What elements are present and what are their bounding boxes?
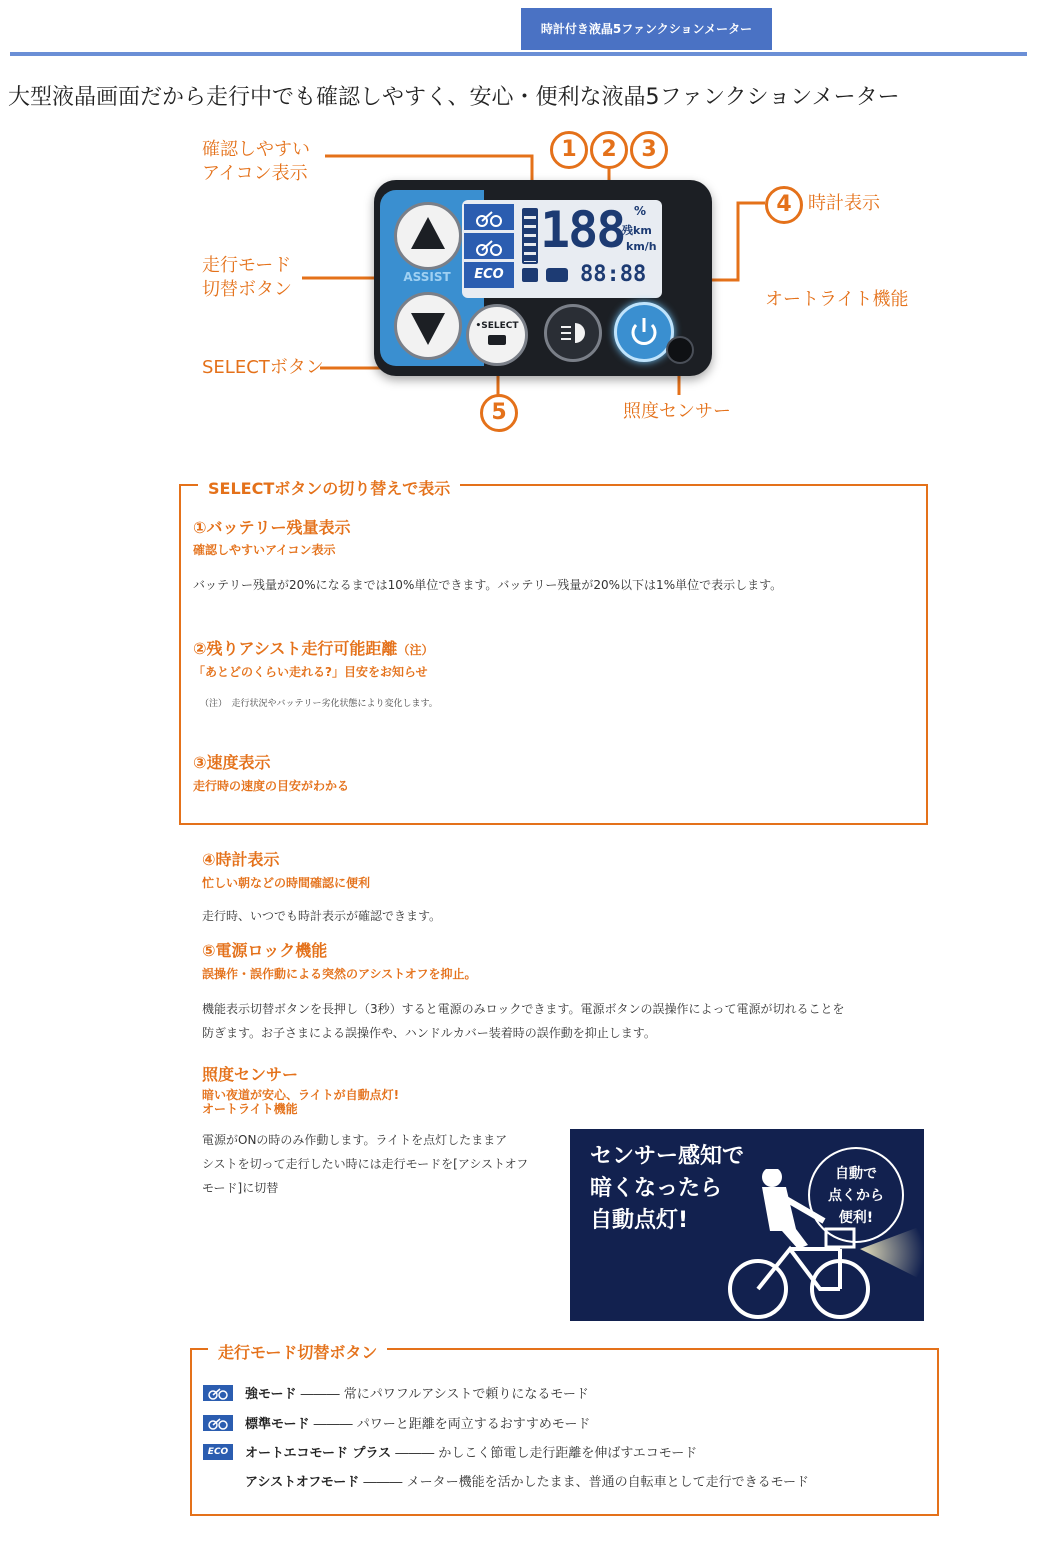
battery-text: バッテリー残量が20%になるまでは10%単位できます。バッテリー残量が20%以下は1%単位で表示します。 <box>193 578 783 592</box>
triangle-up-icon <box>397 205 459 267</box>
cyclist-illustration-icon <box>700 1169 924 1321</box>
clock-subtitle: 忙しい朝などの時間確認に便利 <box>202 876 371 890</box>
mode-separator: ――― <box>395 1446 435 1461</box>
lcd-screen <box>462 200 662 298</box>
power-button[interactable] <box>614 302 674 362</box>
eco-mode-icon: ECO <box>203 1444 233 1460</box>
speed-title: ③速度表示 <box>193 753 271 772</box>
lock-text: 機能表示切替ボタンを長押し（3秒）すると電源のみロックできます。電源ボタンの誤操作によって電源が切れることを 防ぎます。お子さまによる誤操作や、ハンドルカバー装着時の誤作動を抑止します。 <box>202 1002 845 1040</box>
clock-text: 走行時、いつでも時計表示が確認できます。 <box>202 909 442 923</box>
mode-separator: ――― <box>363 1475 403 1490</box>
select-box-legend: SELECTボタンの切り替えで表示 <box>198 476 460 499</box>
unit-percent: % <box>634 204 647 218</box>
light-indicator-icon <box>546 268 568 282</box>
mode-separator: ――― <box>313 1417 353 1432</box>
unit-speed: km/h <box>626 240 657 253</box>
mode-icons-strip <box>464 204 514 294</box>
callout-clock: 時計表示 <box>808 193 880 214</box>
lock-icon <box>522 268 538 282</box>
page-title: 大型液晶画面だから走行中でも確認しやすく、安心・便利な液晶5ファンクションメーター <box>8 85 900 110</box>
callout-mode-button: 走行モード 切替ボタン <box>202 255 292 300</box>
image-headline: センサー感知で 暗くなったら 自動点灯! <box>590 1144 745 1233</box>
sensor-subtitle: 暗い夜道が安心、ライトが自動点灯! オートライト機能 <box>202 1088 400 1116</box>
distance-title-note: （注） <box>397 643 434 657</box>
battery-title: ①バッテリー残量表示 <box>193 518 351 537</box>
number-4: 4 <box>765 186 803 224</box>
lock-title: ⑤電源ロック機能 <box>202 941 328 960</box>
mode-desc: メーター機能を活かしたまま、普通の自転車として走行できるモード <box>406 1475 810 1490</box>
clock-title: ④時計表示 <box>202 850 280 869</box>
callout-auto-light: オートライト機能 <box>765 289 909 310</box>
light-button[interactable] <box>544 304 602 362</box>
lock-subtitle: 誤操作・誤作動による突然のアシストオフを抑止。 <box>202 967 477 981</box>
triangle-down-icon <box>397 295 459 357</box>
mode-name: アシストオフモード <box>245 1475 360 1490</box>
standard-mode-icon <box>464 233 514 259</box>
mode-separator: ――― <box>300 1387 340 1402</box>
meter-diagram <box>0 120 1042 440</box>
mode-desc: かしこく節電し走行距離を伸ばすエコモード <box>438 1446 698 1461</box>
number-3: 3 <box>630 131 668 169</box>
header-tab[interactable]: 時計付き液晶5ファンクションメーター <box>521 8 772 50</box>
mode-name: 強モード <box>245 1387 297 1402</box>
bicycle-icon <box>203 1415 233 1431</box>
headlight-icon <box>547 307 599 359</box>
eco-mode-icon: ECO <box>464 262 514 288</box>
assist-label: ASSIST <box>403 270 451 284</box>
bicycle-icon <box>464 204 514 230</box>
lock-small-icon <box>488 335 506 345</box>
distance-title <box>193 636 433 659</box>
number-2: 2 <box>590 131 628 169</box>
mode-desc: パワーと距離を両立するおすすめモード <box>356 1417 591 1432</box>
mode-box <box>190 1348 939 1516</box>
battery-bar-icon <box>522 208 538 264</box>
select-label: •SELECT <box>475 321 519 331</box>
number-1: 1 <box>550 131 588 169</box>
speed-subtitle: 走行時の速度の目安がわかる <box>193 779 350 793</box>
bicycle-icon <box>203 1385 233 1401</box>
callout-icons: 確認しやすい アイコン表示 <box>202 139 310 184</box>
sensor-title: 照度センサー <box>202 1065 299 1084</box>
number-5: 5 <box>480 394 518 432</box>
auto-light-image <box>570 1129 924 1321</box>
unit-remain-km: 残km <box>622 224 652 237</box>
callout-select-button: SELECTボタン <box>202 357 324 378</box>
bicycle-icon <box>464 233 514 259</box>
distance-note: （注） 走行状況やバッテリー劣化状態により変化します。 <box>200 699 438 709</box>
strong-mode-icon <box>464 204 514 230</box>
main-digits: 188 <box>540 201 625 259</box>
power-icon <box>617 305 671 359</box>
header-rule <box>10 52 1027 56</box>
meter-device <box>374 180 712 376</box>
select-button[interactable] <box>466 304 528 366</box>
mode-name: オートエコモード プラス <box>245 1446 392 1461</box>
battery-subtitle: 確認しやすいアイコン表示 <box>193 543 336 557</box>
strong-mode-icon <box>203 1385 233 1401</box>
mode-name: 標準モード <box>245 1417 310 1432</box>
mode-desc: 常にパワフルアシストで頼りになるモード <box>343 1387 589 1402</box>
callout-sensor: 照度センサー <box>623 401 731 422</box>
assist-down-button[interactable] <box>394 292 462 360</box>
speech-bubble: 自動で 点くから 便利! <box>808 1147 904 1243</box>
standard-mode-icon <box>203 1415 233 1431</box>
light-sensor <box>666 336 694 364</box>
assist-up-button[interactable] <box>394 202 462 270</box>
sensor-text: 電源がONの時のみ作動します。ライトを点灯したままア シストを切って走行したい時には走行モードを[アシストオフ モード]に切替 <box>202 1133 529 1195</box>
mode-box-legend: 走行モード切替ボタン <box>208 1340 387 1363</box>
clock-digits: 88:88 <box>580 262 647 287</box>
distance-subtitle: 「あとどのくらい走れる?」目安をお知らせ <box>193 665 428 679</box>
distance-title-main: ②残りアシスト走行可能距離 <box>193 639 398 658</box>
